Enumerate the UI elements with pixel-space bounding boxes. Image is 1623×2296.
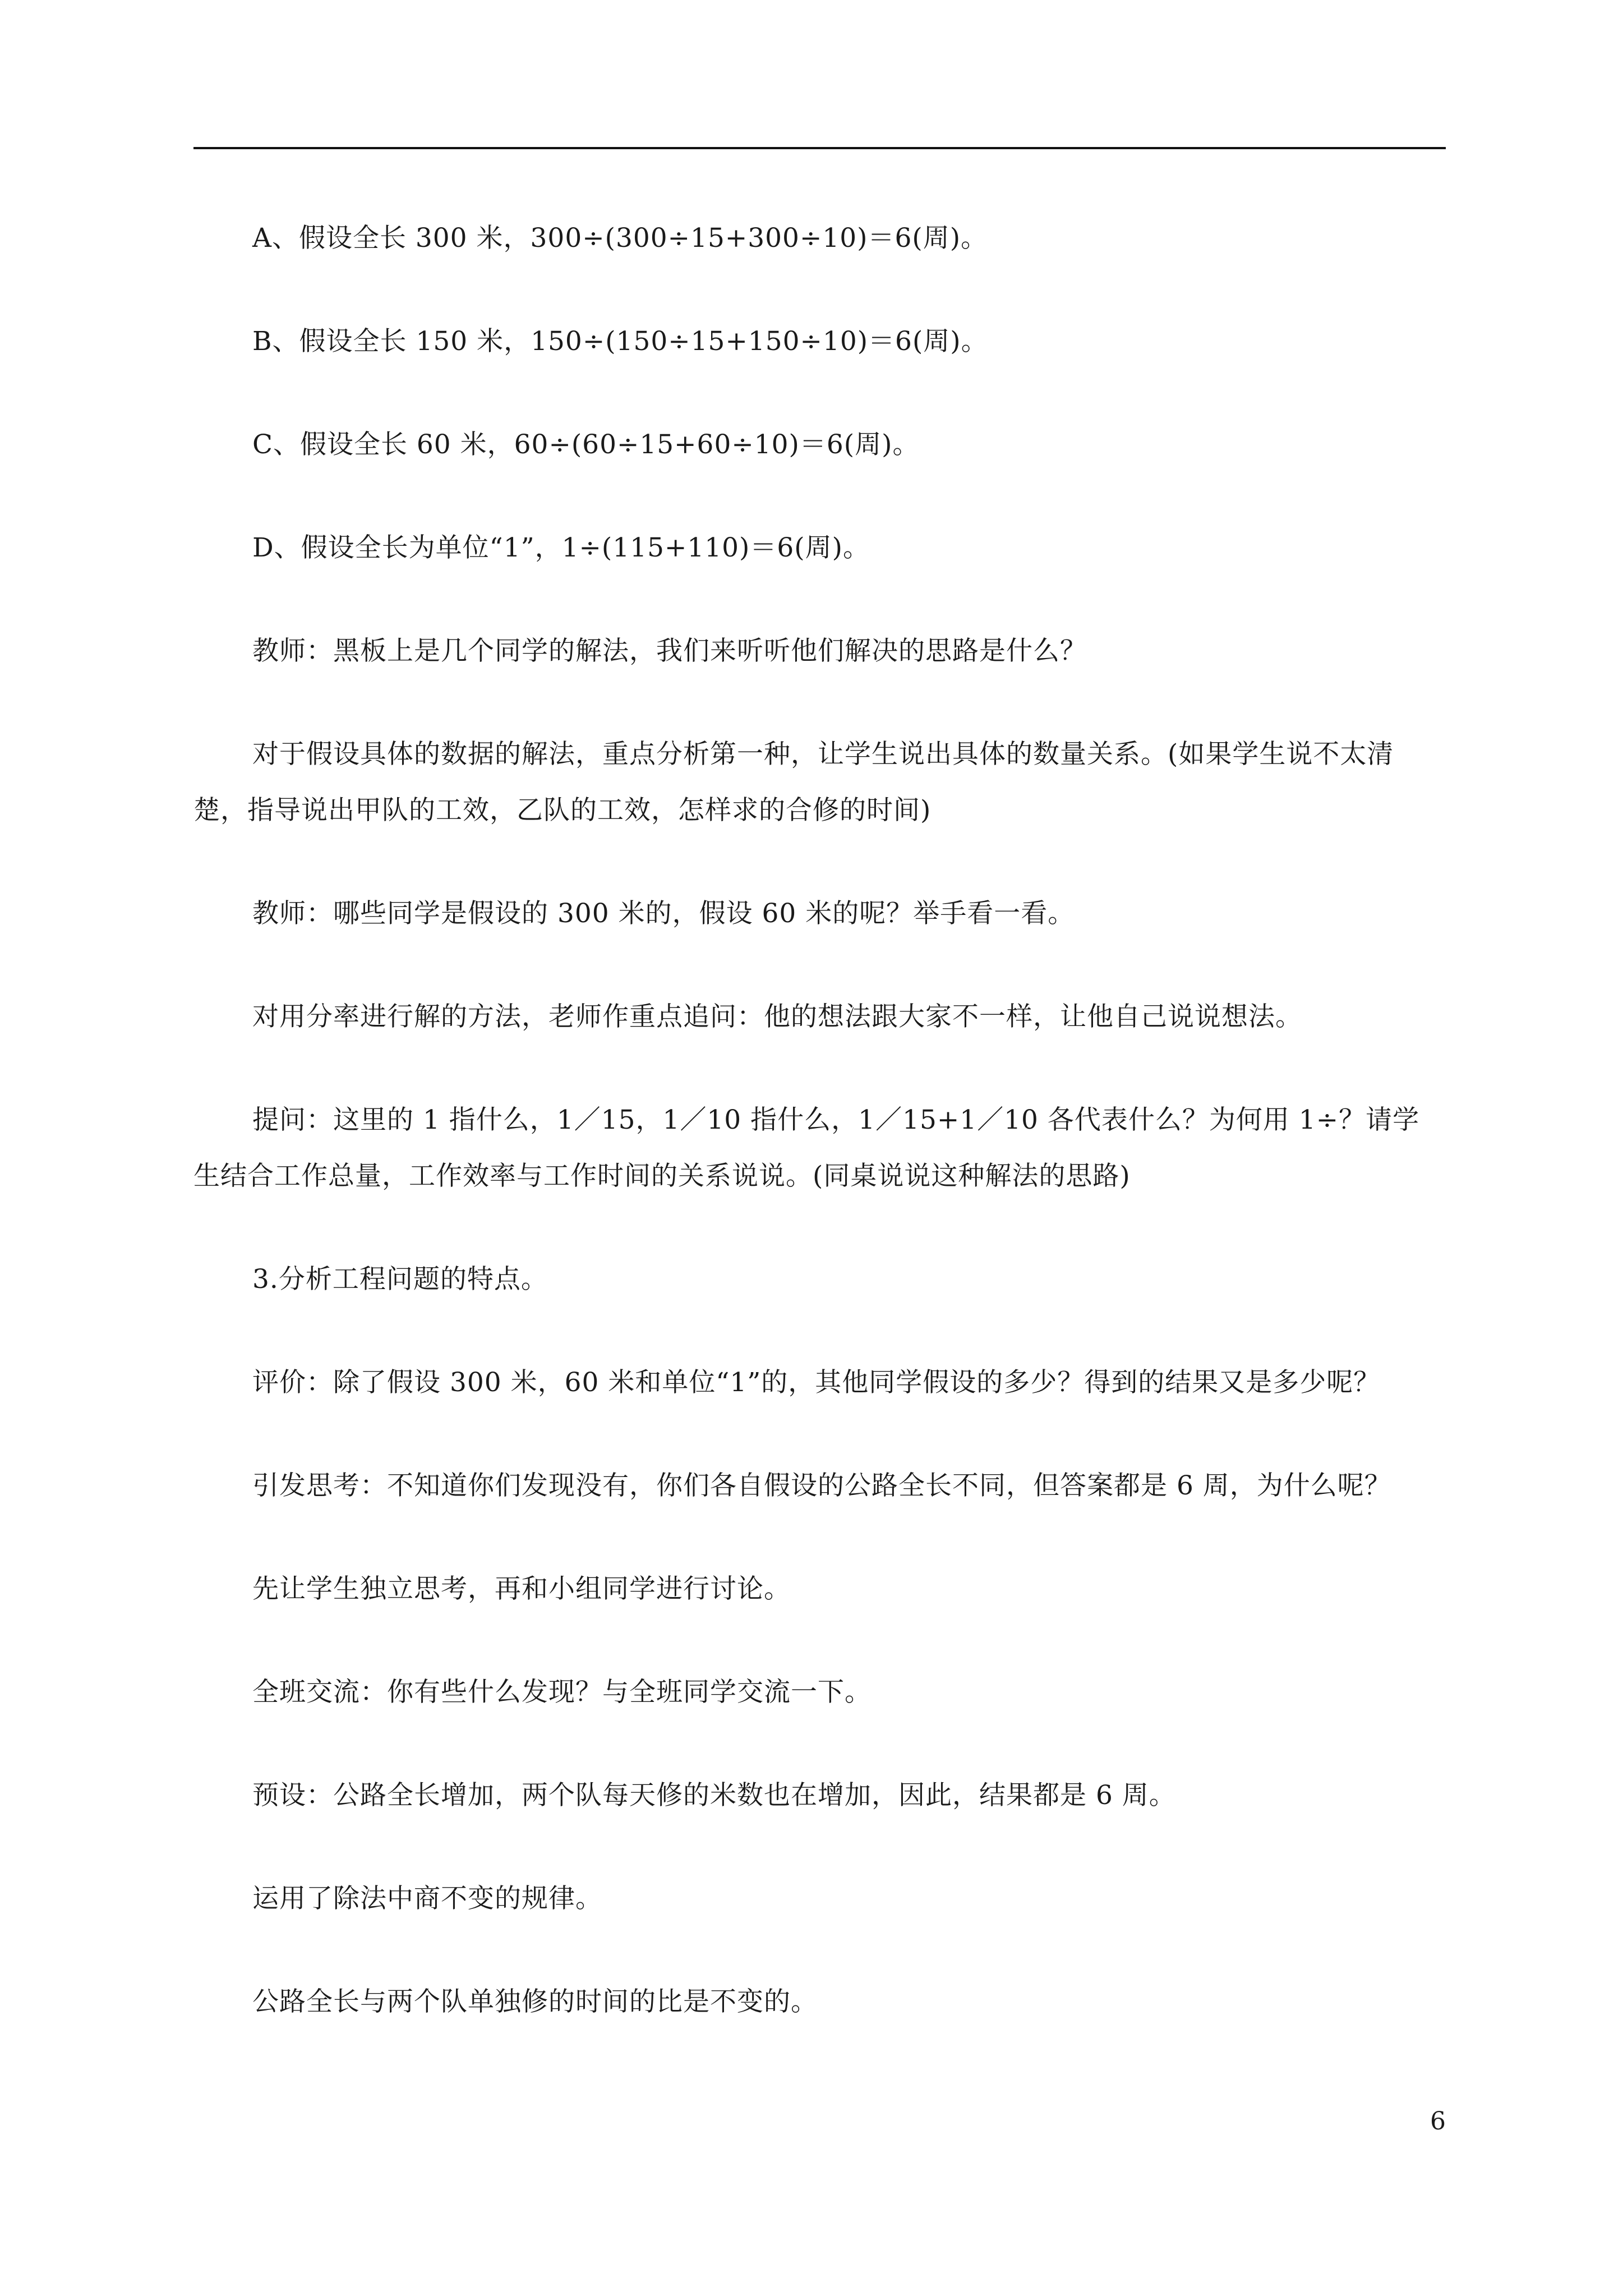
paragraph-prompt-thinking: 引发思考：不知道你们发现没有，你们各自假设的公路全长不同，但答案都是 6 周，为什么呢？ [252,1470,1391,1501]
document-body [193,210,1446,2030]
paragraph-analysis-first-method: 对于假设具体的数据的解法，重点分析第一种，让学生说出具体的数量关系。(如果学生说不太清楚，指导说出甲队的工效，乙队的工效，怎样求的合修的时间) [193,739,1394,826]
paragraph-fraction-method: 对用分率进行解的方法，老师作重点追问：他的想法跟大家不一样，让他自己说说想法。 [252,1001,1302,1032]
paragraph-option-b: B、假设全长 150 米，150÷(150÷15+150÷10)＝6(周)。 [252,326,988,357]
paragraph-option-a: A、假设全长 300 米，300÷(300÷15+300÷10)＝6(周)。 [252,223,988,254]
paragraph-independent-thinking: 先让学生独立思考，再和小组同学进行讨论。 [252,1573,791,1604]
paragraph-evaluation: 评价：除了假设 300 米，60 米和单位“1”的，其他同学假设的多少？得到的结果又是多少呢？ [252,1367,1381,1398]
paragraph-division-rule: 运用了除法中商不变的规律。 [252,1883,602,1914]
paragraph-option-d: D、假设全长为单位“1”，1÷(115+110)＝6(周)。 [252,532,870,563]
header-rule [193,147,1446,149]
paragraph-presumption: 预设：公路全长增加，两个队每天修的米数也在增加，因此，结果都是 6 周。 [252,1780,1176,1811]
paragraph-teacher-question: 教师：黑板上是几个同学的解法，我们来听听他们解决的思路是什么？ [252,636,1087,666]
section-heading: 3.分析工程问题的特点。 [252,1264,548,1295]
paragraph-teacher-show-hands: 教师：哪些同学是假设的 300 米的，假设 60 米的呢？举手看一看。 [252,898,1075,929]
paragraph-ratio-constant: 公路全长与两个队单独修的时间的比是不变的。 [252,1986,818,2017]
paragraph-question-meaning: 提问：这里的 1 指什么，1／15，1／10 指什么，1／15+1／10 各代表什么？为何用 1÷？请学生结合工作总量，工作效率与工作时间的关系说说。(同桌说说这种解法的思路) [193,1105,1420,1191]
paragraph-option-c: C、假设全长 60 米，60÷(60÷15+60÷10)＝6(周)。 [252,429,920,460]
page-number: 6 [1430,2107,1446,2136]
paragraph-class-exchange: 全班交流：你有些什么发现？与全班同学交流一下。 [252,1677,872,1708]
